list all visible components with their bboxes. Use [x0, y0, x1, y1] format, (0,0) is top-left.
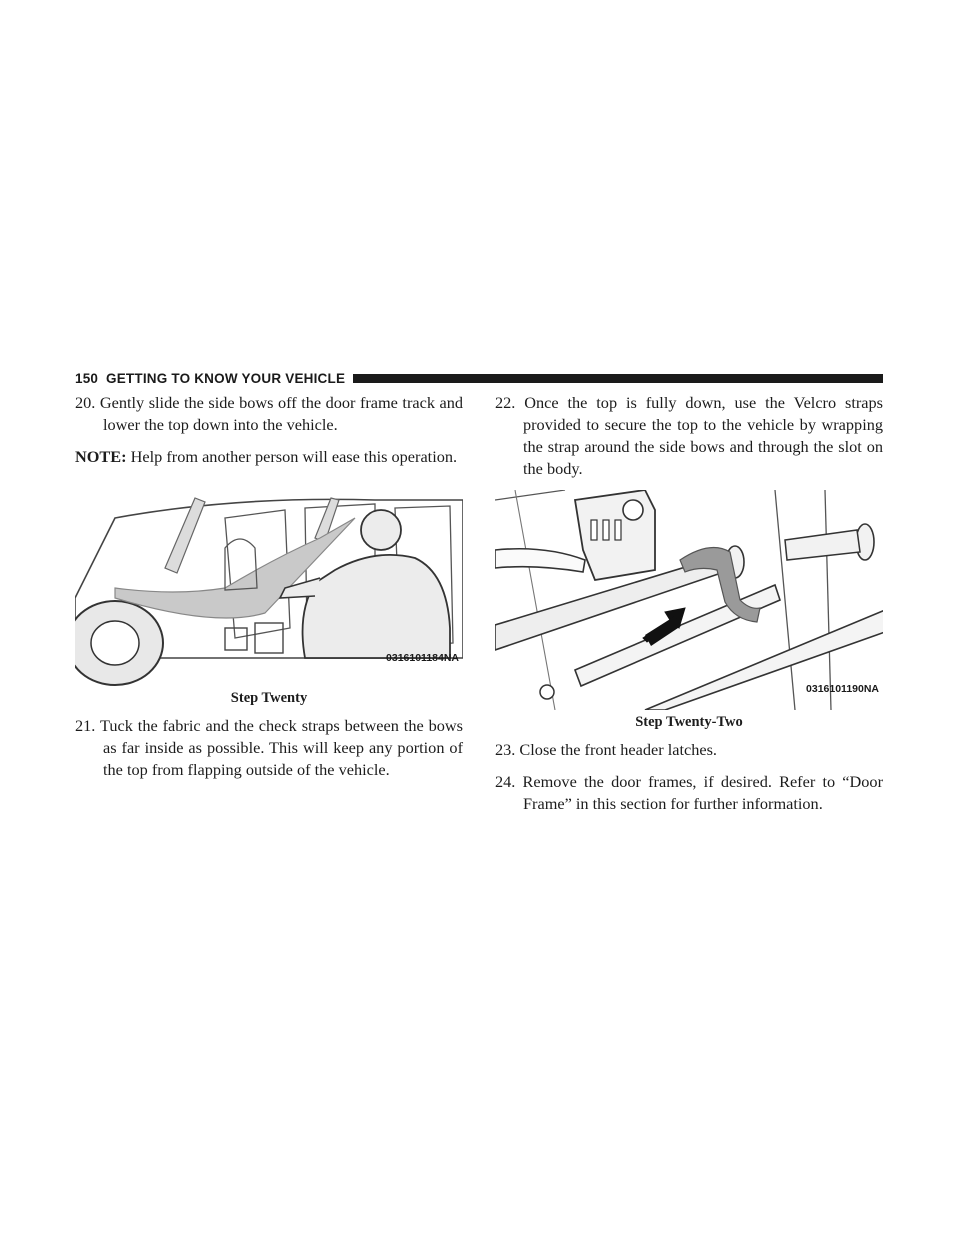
right-column — [495, 392, 883, 825]
note — [75, 446, 463, 468]
step-21: 21. Tuck the fabric and the check straps between the bows as far inside as possible. This will keep any portion of the top from flapping outside of the vehicle. — [75, 716, 463, 779]
note-label: NOTE: — [75, 447, 127, 466]
header-rule — [353, 374, 883, 383]
step-23: 23. Close the front header latches. — [495, 740, 717, 759]
left-column — [75, 392, 463, 791]
step-24: 24. Remove the door frames, if desired. Refer to “Door Frame” in this section for further information. — [495, 772, 883, 813]
page-header-text — [75, 371, 345, 386]
page-header — [75, 369, 883, 387]
step-22: 22. Once the top is fully down, use the Velcro straps provided to secure the top to the vehicle by wrapping the strap around the side bows and through the slot on the body. — [495, 393, 883, 478]
section-title: GETTING TO KNOW YOUR VEHICLE — [106, 370, 346, 386]
step-20: 20. Gently slide the side bows off the door frame track and lower the top down into the vehicle. — [75, 393, 463, 434]
page-number: 150 — [75, 370, 99, 386]
figure-step-twenty — [75, 478, 463, 686]
figure-step-twenty-two — [495, 490, 883, 710]
figure-caption: Step Twenty — [230, 690, 308, 706]
figure-code: 0316101190NA — [806, 683, 879, 695]
figure-caption: Step Twenty-Two — [635, 714, 743, 730]
note-text: Help from another person will ease this operation. — [126, 447, 458, 466]
figure-code: 0316101184NA — [386, 652, 459, 664]
step-twenty-two-illustration — [495, 490, 883, 710]
